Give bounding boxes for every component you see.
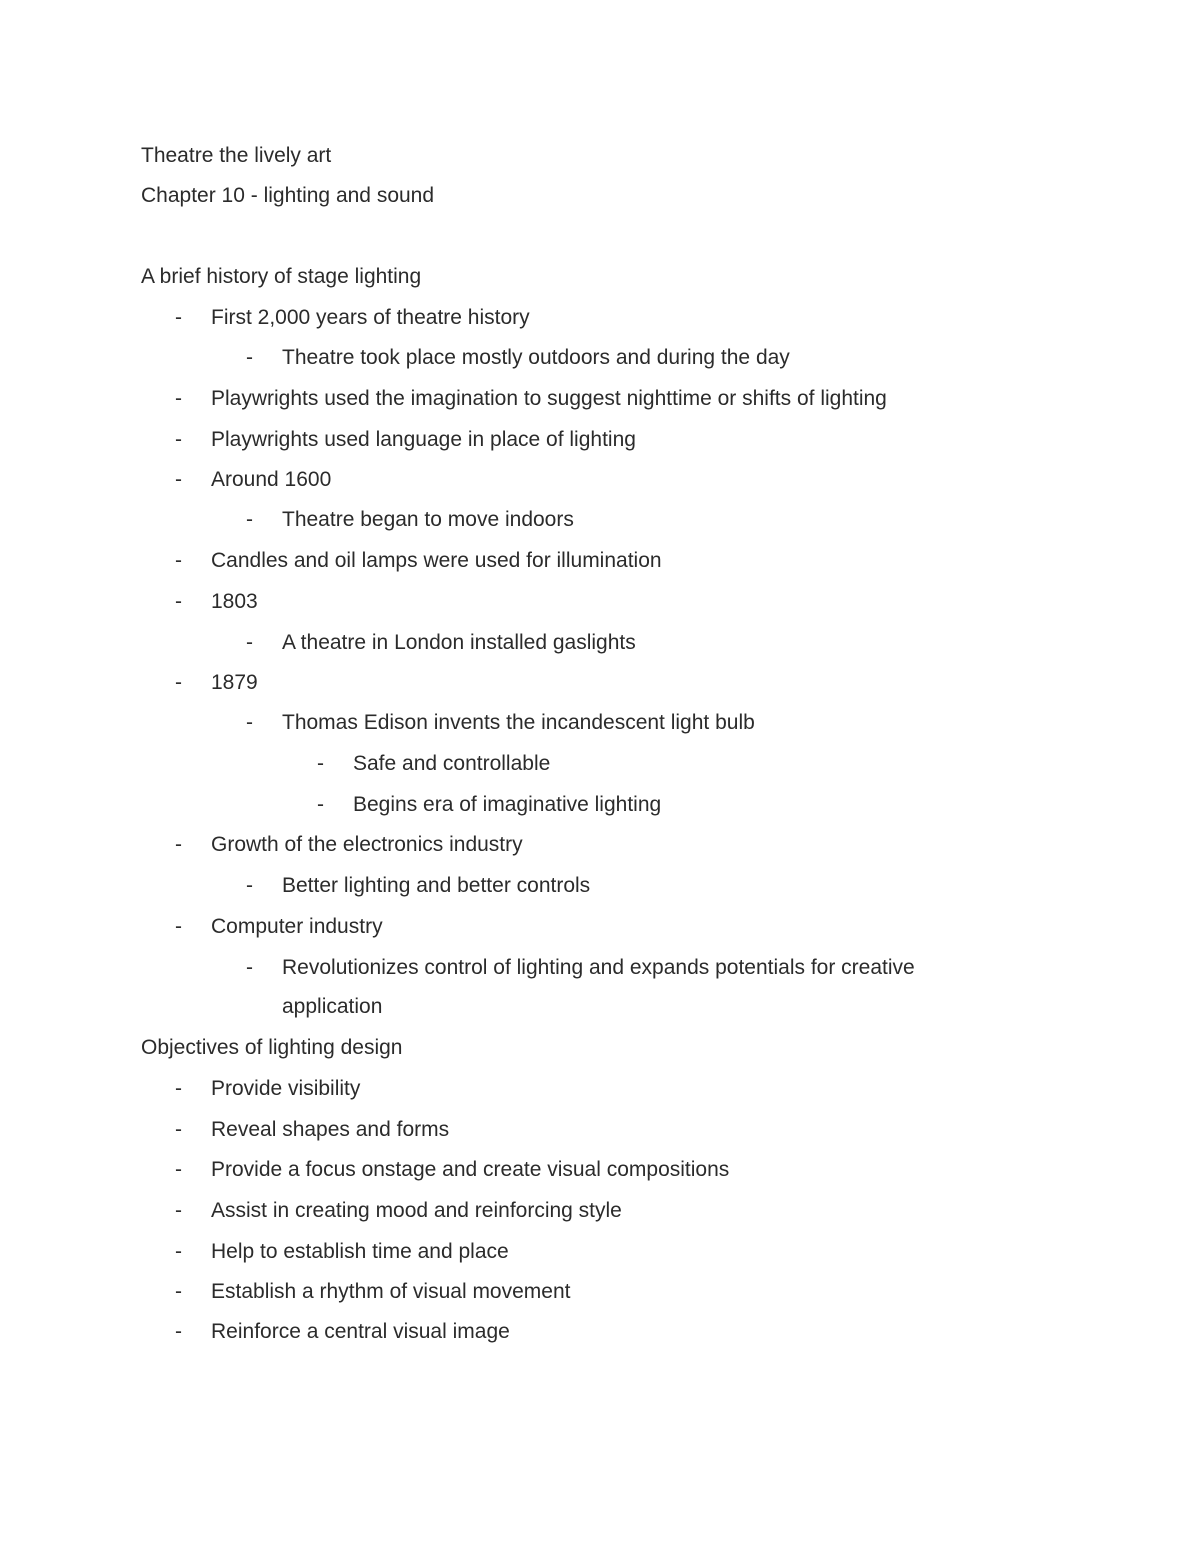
bullet-dash: -	[246, 508, 253, 531]
list-item: - Theatre took place mostly outdoors and during the day	[0, 338, 1200, 378]
list-item: - Reinforce a central visual image	[0, 1312, 1200, 1352]
section-heading-objectives: Objectives of lighting design	[141, 1036, 403, 1059]
list-item: - Help to establish time and place	[0, 1232, 1200, 1272]
list-item: - Growth of the electronics industry	[0, 825, 1200, 865]
list-item: - Better lighting and better controls	[0, 866, 1200, 906]
list-item: - Theatre began to move indoors	[0, 500, 1200, 540]
bullet-dash: -	[175, 590, 182, 613]
bullet-dash: -	[246, 346, 253, 369]
document-title: Theatre the lively art	[141, 144, 332, 167]
list-item: - Around 1600	[0, 460, 1200, 500]
list-item: - Provide visibility	[0, 1069, 1200, 1109]
chapter-heading: Chapter 10 - lighting and sound	[141, 184, 435, 207]
list-item: - Playwrights used language in place of lighting	[0, 420, 1200, 460]
list-item: - Candles and oil lamps were used for illumination	[0, 541, 1200, 581]
bullet-dash: -	[175, 428, 182, 451]
bullet-dash: -	[175, 387, 182, 410]
bullet-dash: -	[175, 1280, 182, 1303]
bullet-dash: -	[175, 1320, 182, 1343]
bullet-dash: -	[175, 833, 182, 856]
section-heading-history: A brief history of stage lighting	[141, 265, 422, 288]
bullet-dash: -	[175, 915, 182, 938]
bullet-dash: -	[175, 1199, 182, 1222]
list-item: - Playwrights used the imagination to suggest nighttime or shifts of lighting	[0, 379, 1200, 419]
bullet-dash: -	[175, 1158, 182, 1181]
list-item: - Assist in creating mood and reinforcing style	[0, 1191, 1200, 1231]
list-item: - 1803	[0, 582, 1200, 622]
list-item-continuation: application	[282, 995, 383, 1018]
list-item: - 1879	[0, 663, 1200, 703]
bullet-dash: -	[317, 752, 324, 775]
bullet-dash: -	[246, 874, 253, 897]
list-item: - Begins era of imaginative lighting	[0, 785, 1200, 825]
bullet-dash: -	[246, 711, 253, 734]
list-item: - Reveal shapes and forms	[0, 1110, 1200, 1150]
list-item: - Thomas Edison invents the incandescent light bulb	[0, 703, 1200, 743]
bullet-dash: -	[246, 631, 253, 654]
list-item: - Computer industry	[0, 907, 1200, 947]
list-item: - Provide a focus onstage and create visual compositions	[0, 1150, 1200, 1190]
bullet-dash: -	[175, 671, 182, 694]
list-item: - A theatre in London installed gaslights	[0, 623, 1200, 663]
bullet-dash: -	[175, 549, 182, 572]
bullet-dash: -	[175, 1077, 182, 1100]
bullet-dash: -	[246, 956, 253, 979]
bullet-dash: -	[175, 306, 182, 329]
bullet-dash: -	[175, 1240, 182, 1263]
bullet-dash: -	[175, 1118, 182, 1141]
bullet-dash: -	[317, 793, 324, 816]
list-item: - Safe and controllable	[0, 744, 1200, 784]
list-item: - Revolutionizes control of lighting and expands potentials for creative	[0, 948, 1200, 988]
list-item: - Establish a rhythm of visual movement	[0, 1272, 1200, 1312]
bullet-dash: -	[175, 468, 182, 491]
list-item: - First 2,000 years of theatre history	[0, 298, 1200, 338]
